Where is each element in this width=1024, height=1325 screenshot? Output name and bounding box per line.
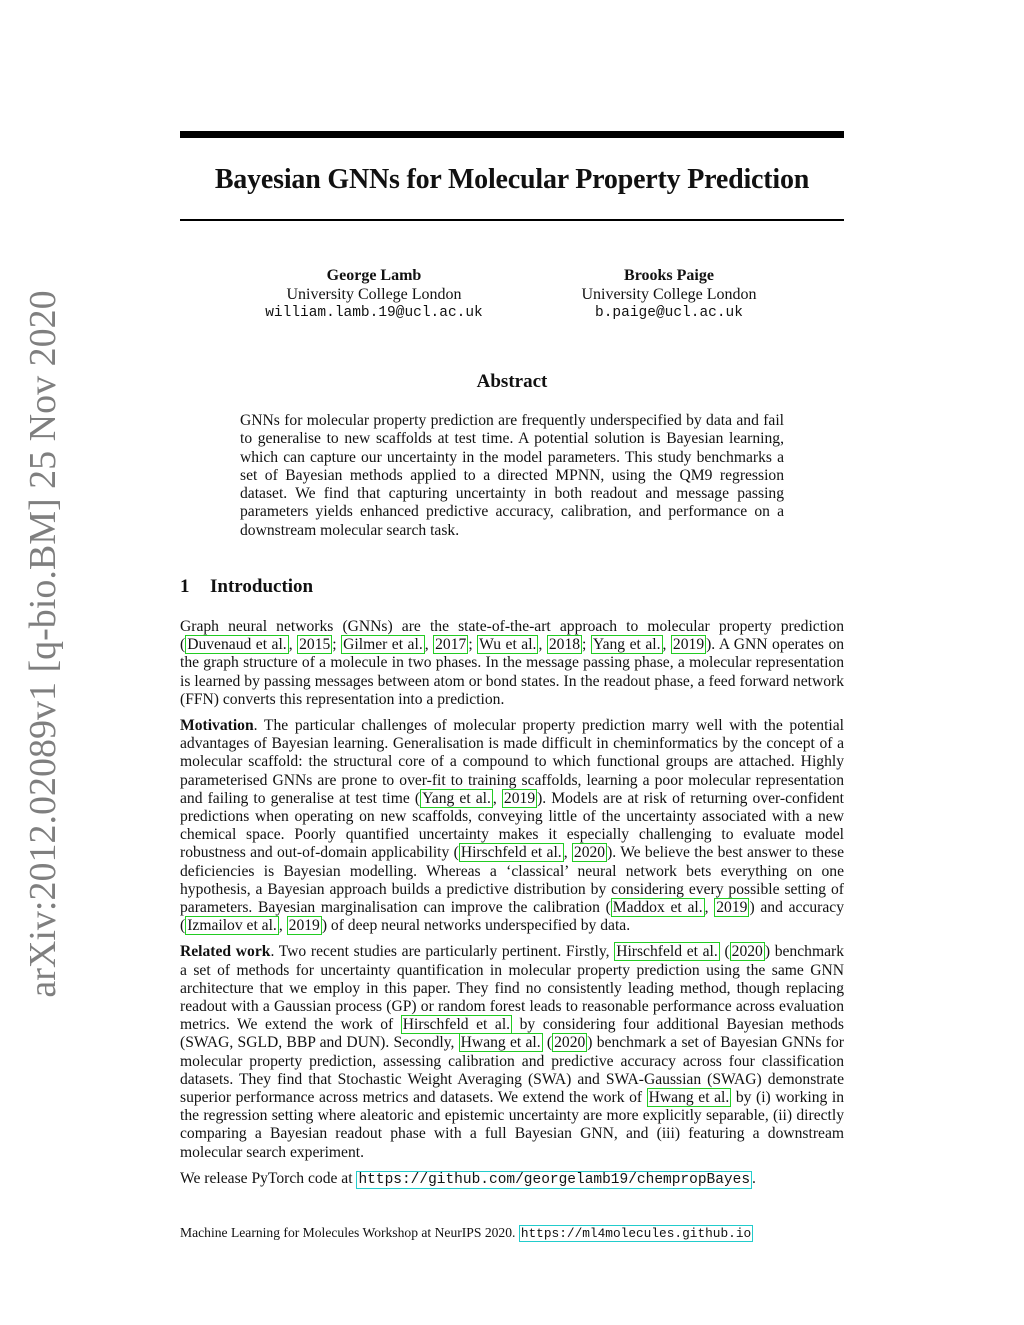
citation-link[interactable]: Duvenaud et al.	[187, 636, 287, 654]
author-affiliation: University College London	[286, 286, 462, 303]
workshop-link[interactable]: https://ml4molecules.github.io	[520, 1226, 752, 1241]
text-run: .	[752, 1169, 756, 1187]
citation-link[interactable]: Yang et al.	[422, 789, 491, 807]
text-run: ,	[704, 899, 715, 917]
citation-link[interactable]: Maddox et al.	[612, 899, 703, 917]
title-rule-top	[180, 131, 844, 138]
text-run: ,	[538, 636, 547, 654]
citation-year-link[interactable]: 2020	[731, 943, 763, 961]
citation-link[interactable]: Hwang et al.	[460, 1034, 541, 1052]
citation-link[interactable]: Hirschfeld et al.	[402, 1016, 511, 1034]
citation-year-link[interactable]: 2019	[716, 899, 748, 917]
text-run: ) benchmark a set of methods for uncertainty quantification in molecular property prediction using the same GNN architecture that we employ in this paper. They find no consistently leading method, though replacing readout with a Gaussian process (GP) or random forest leads to reasonable performance across evaluation metrics. We extend the work of	[180, 943, 844, 1034]
citation-year-link[interactable]: 2018	[548, 636, 581, 654]
citation-year-link[interactable]: 2020	[573, 844, 606, 862]
text-run: ,	[278, 917, 287, 935]
section-number: 1	[180, 576, 190, 597]
footer-text: Machine Learning for Molecules Workshop at NeurIPS 2020.	[180, 1225, 519, 1240]
citation-link[interactable]: Hirschfeld et al.	[460, 844, 562, 862]
citation-year-link[interactable]: 2020	[554, 1034, 586, 1052]
author-name: George Lamb	[326, 267, 422, 284]
text-run: ,	[424, 636, 434, 654]
author-block-2	[519, 266, 819, 323]
citation-year-link[interactable]: 2019	[288, 917, 320, 935]
text-run: ) of deep neural networks underspecified by data.	[321, 917, 631, 935]
paragraph-related-work	[180, 943, 844, 1161]
citation-link[interactable]: Hwang et al.	[648, 1089, 730, 1107]
author-affiliation: University College London	[581, 286, 757, 303]
text-run: We release PyTorch code at	[180, 1169, 357, 1187]
text-run: (	[542, 1034, 553, 1052]
text-run: ). A GNN operates on the graph structure of a molecule in two phases. In the message passing phase, a molecular representation is learned by passing messages between atom or bond states. In the readout phase, a feed forward network (FFN) converts this representation into a prediction.	[180, 636, 845, 708]
text-run: by considering four additional Bayesian methods (SWAG, SGLD, BBP and DUN). Secondly,	[180, 1016, 844, 1052]
text-run: Graph neural networks (GNNs) are the state-of-the-art approach to molecular property prediction (	[180, 618, 844, 654]
paragraph-heading: Motivation	[180, 717, 254, 735]
citation-link[interactable]: Izmailov et al.	[187, 917, 277, 935]
title-rule-bottom	[180, 219, 844, 221]
paper-title: Bayesian GNNs for Molecular Property Prediction	[214, 164, 810, 195]
paragraph-motivation	[180, 717, 844, 935]
text-run: ;	[468, 636, 478, 654]
paragraph-intro	[180, 618, 844, 709]
citation-year-link[interactable]: 2019	[672, 636, 705, 654]
citation-link[interactable]: Yang et al.	[592, 636, 661, 654]
code-repository-link[interactable]: https://github.com/georgelamb19/chempropBayes	[358, 1171, 751, 1188]
paragraph-heading: Related work	[180, 943, 271, 961]
text-run: ) and accuracy (	[180, 899, 844, 935]
author-email: b.paige@ucl.ac.uk	[595, 305, 743, 321]
section-heading-introduction	[180, 574, 313, 600]
text-run: . Two recent studies are particularly pertinent. Firstly,	[270, 943, 615, 961]
section-title: Introduction	[210, 576, 314, 597]
introduction-body	[180, 618, 844, 1197]
text-run: ). We believe the best answer to these deficiencies is Bayesian modelling. Whereas a ‘classical’ neural network bets everything on one hypothesis, a Bayesian approach builds a predictive distribution by considering every possible setting of parameters. Bayesian marginalisation can improve the calibration (	[180, 844, 845, 917]
citation-link[interactable]: Wu et al.	[479, 636, 537, 654]
text-run: ;	[332, 636, 342, 654]
text-run: ,	[288, 636, 298, 654]
text-run: . The particular challenges of molecular property prediction marry well with the potential advantages of Bayesian learning. Generalisation is made difficult in cheminformatics by the concept of a molecular scaffold: the structural core of a compound to which functional groups are attached. Highly parameterised GNNs are prone to over-fit to training scaffolds, learning a poor molecular representation and failing to generalise at test time (	[180, 717, 844, 807]
paragraph-code-release	[180, 1170, 844, 1189]
citation-year-link[interactable]: 2019	[503, 789, 536, 807]
arxiv-stamp	[0, 0, 100, 1325]
citation-year-link[interactable]: 2015	[299, 636, 331, 654]
abstract-text: GNNs for molecular property prediction are frequently underspecified by data and fail to generalise to new scaffolds at test time. A potential solution is Bayesian learning, which can capture our uncertainty in the model parameters. This study benchmarks a set of Bayesian methods applied to a directed MPNN, using the QM9 regression dataset. We find that capturing uncertainty in both readout and message passing parameters yields enhanced predictive accuracy, calibration, and performance on a downstream molecular search task.	[240, 412, 784, 539]
text-run: (	[719, 943, 730, 961]
text-run: ,	[563, 844, 572, 862]
abstract-heading: Abstract	[476, 371, 548, 392]
text-run: ). Models are at risk of returning over-confident predictions when operating on new scaffolds, conveying little of the uncertainty associated with a new chemical space. Poorly quantified uncertainty makes it especially challenging to evaluate model robustness and out-of-domain applicability (	[180, 789, 844, 862]
citation-link[interactable]: Gilmer et al.	[343, 636, 423, 654]
arxiv-identifier: arXiv:2012.02089v1 [q-bio.BM] 25 Nov 2020	[22, 290, 64, 998]
author-email: william.lamb.19@ucl.ac.uk	[265, 305, 483, 321]
author-block-1	[224, 266, 524, 323]
citation-year-link[interactable]: 2017	[435, 636, 467, 654]
text-run: by (i) working in the regression setting where aleatoric and epistemic uncertainty are more explicitly separable, (ii) directly comparing a Bayesian readout phase with a full Bayesian GNN, and (iii) featuring a downstream molecular search experiment.	[180, 1089, 844, 1161]
page-footer	[180, 1223, 844, 1244]
citation-link[interactable]: Hirschfeld et al.	[616, 943, 718, 961]
text-run: ,	[662, 636, 671, 654]
text-run: ) benchmark a set of Bayesian GNNs for molecular property prediction, assessing calibration and predictive accuracy across four classification datasets. They find that Stochastic Weight Averaging (SWA) and SWA-Gaussian (SWAG) demonstrate superior performance across metrics and datasets. We extend the work of	[180, 1034, 844, 1107]
text-run: ,	[492, 789, 502, 807]
author-name: Brooks Paige	[624, 267, 714, 284]
text-run: ;	[582, 636, 591, 654]
